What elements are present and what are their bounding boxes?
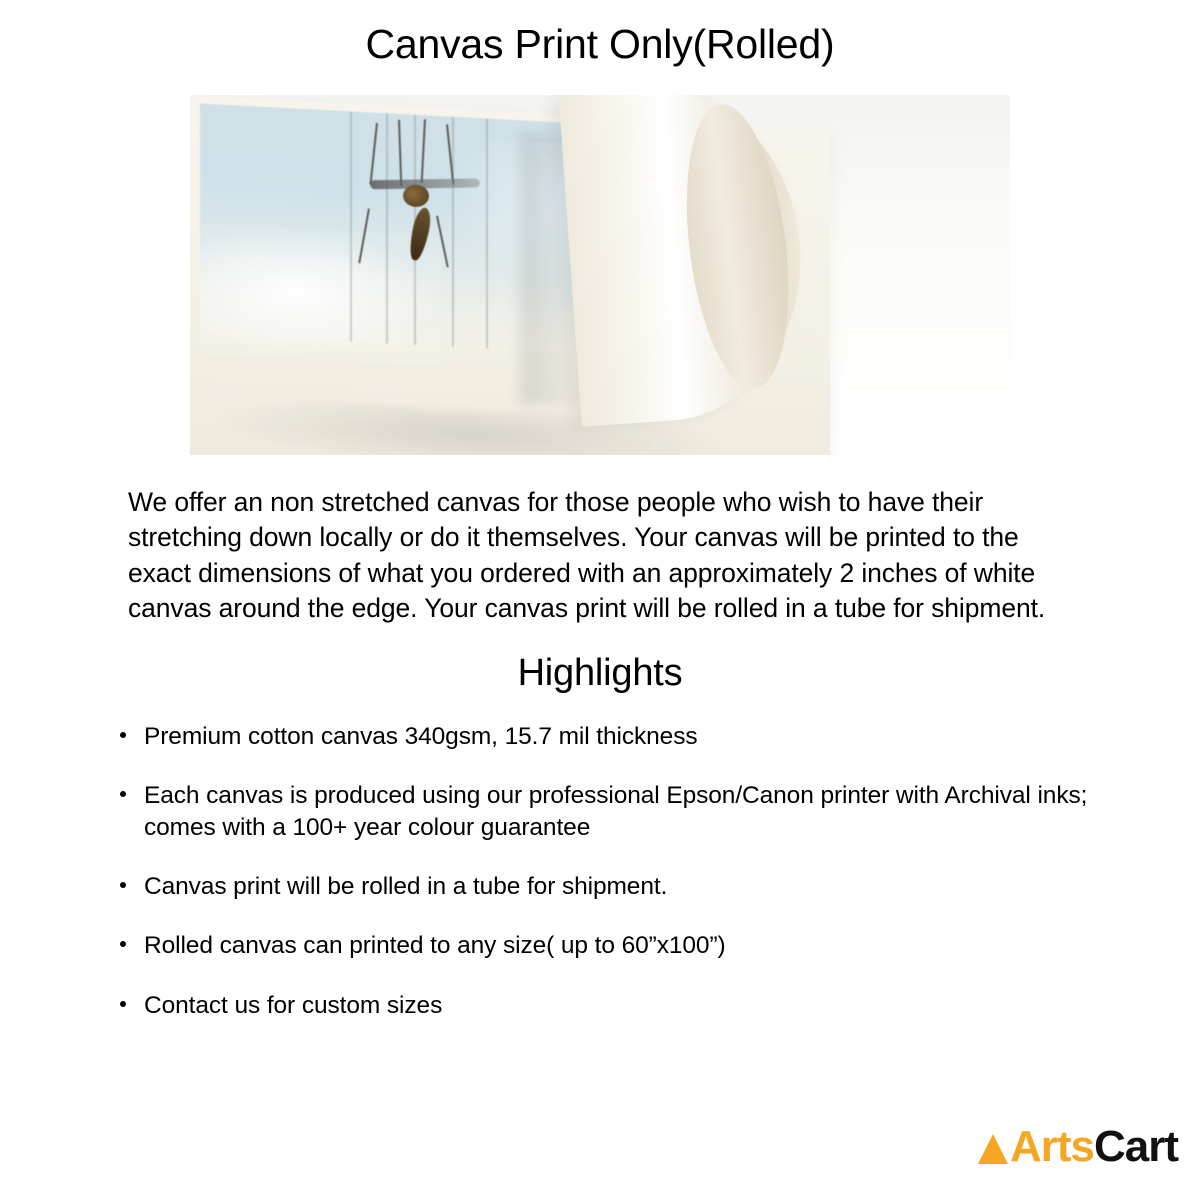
bullet-icon [120, 1001, 126, 1007]
list-item-label: Premium cotton canvas 340gsm, 15.7 mil thickness [144, 723, 698, 751]
print-highlight-blob [200, 224, 440, 367]
list-item [118, 930, 1130, 961]
list-item-label: Each canvas is produced using our professional Epson/Canon printer with Archival inks; comes with a 100+ year colour guarantee [144, 782, 1088, 841]
list-item [118, 871, 1130, 902]
reed-line [486, 119, 488, 349]
insect-leg [398, 120, 402, 186]
reed-line [452, 117, 454, 347]
highlights-list [118, 721, 1130, 1021]
reed-line [386, 113, 388, 343]
rolled-canvas-print-photo [190, 95, 1010, 455]
product-image [190, 95, 1010, 455]
list-item [118, 780, 1130, 843]
brand-logo [978, 1122, 1178, 1172]
reed-line [350, 111, 352, 341]
triangle-icon [978, 1134, 1008, 1164]
highlights-heading: Highlights [517, 652, 683, 695]
description-text: We offer an non stretched canvas for those people who wish to have their stretching down locally or do it themselves. Your canvas will be printed to the exact dimensions of what you ordered with an approximately 2 inches of white canvas around the edge. Your canvas print will be rolled in a tube for shipment. [128, 487, 1046, 623]
bullet-icon [120, 732, 126, 738]
list-item-label: Canvas print will be rolled in a tube for shipment. [144, 873, 668, 901]
list-item-label: Contact us for custom sizes [144, 991, 443, 1019]
page-title: Canvas Print Only(Rolled) [365, 21, 835, 67]
bullet-icon [120, 941, 126, 947]
logo-text-primary: Arts [1009, 1122, 1094, 1171]
bullet-icon [120, 882, 126, 888]
bullet-icon [120, 791, 126, 797]
insect-leg [370, 123, 378, 185]
insect-leg [421, 119, 426, 183]
list-item [118, 721, 1130, 752]
list-item [118, 990, 1130, 1021]
list-item-label: Rolled canvas can printed to any size( up to 60”x100”) [144, 932, 726, 960]
logo-text-secondary: Cart [1093, 1122, 1178, 1171]
